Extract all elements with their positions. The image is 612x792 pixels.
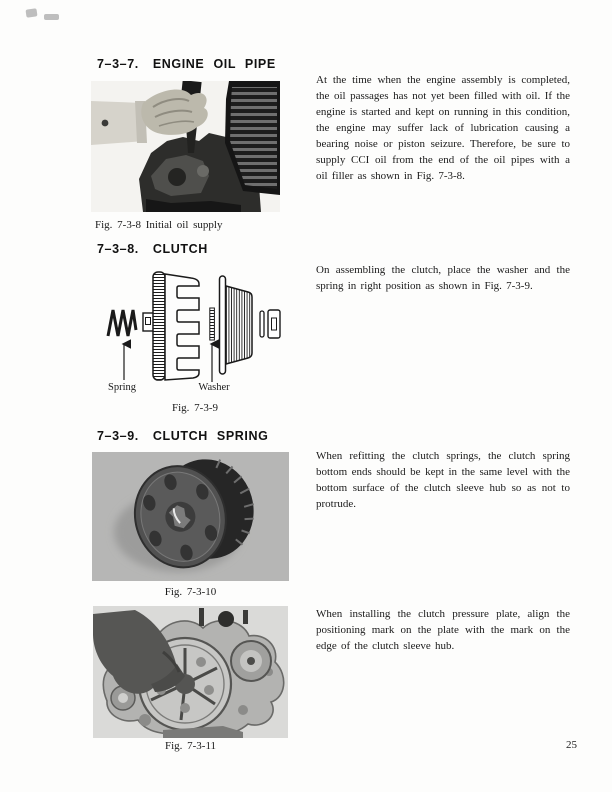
clutch-exploded-diagram xyxy=(95,270,295,392)
section-heading-clutch xyxy=(97,242,208,256)
section-number: 7–3–9. xyxy=(97,429,139,443)
sleeve-hub-part xyxy=(226,286,252,364)
spring-part xyxy=(108,310,136,336)
diagram-label-washer: Washer xyxy=(198,382,230,393)
clutch-assembly-photo xyxy=(92,452,289,581)
diagram-label-spring: Spring xyxy=(107,382,136,393)
page-number: 25 xyxy=(566,739,577,751)
scan-mark xyxy=(25,8,37,17)
figure-caption: Fig. 7-3-9 xyxy=(172,402,218,414)
clutch-housing-body xyxy=(165,274,199,380)
clutch-housing-rim xyxy=(153,272,165,380)
section-number: 7–3–7. xyxy=(97,57,139,71)
figure-caption: Fig. 7-3-11 xyxy=(164,740,217,752)
section-title: CLUTCH xyxy=(152,242,208,256)
paragraph-oil-pipe: At the time when the engine assembly is completed, the oil passages has not yet been filled with oil. If the engine is started and kept on running in this condition, the engine may suffer lack of lubrication causing a bearing noise or piston seizure. Therefore, be sure to supply CCI oil from the end of the oil pipes with a oil filler as shown in Fig. 7-3-8. xyxy=(316,74,570,182)
section-title: ENGINE OIL PIPE xyxy=(152,57,276,71)
washer-part xyxy=(210,308,215,340)
section-heading-engine-oil-pipe xyxy=(97,57,276,71)
figure-caption: Fig. 7-3-10 xyxy=(164,586,217,598)
engine-oil-supply-photo xyxy=(91,81,280,212)
driven-plate-part xyxy=(220,276,226,374)
figure-caption: Fig. 7-3-8 Initial oil supply xyxy=(95,219,223,231)
section-title: CLUTCH SPRING xyxy=(152,429,269,443)
section-number: 7–3–8. xyxy=(97,242,139,256)
crankcase-clutch-photo xyxy=(93,606,288,738)
scan-mark xyxy=(44,14,59,20)
paragraph-clutch: On assembling the clutch, place the washer and the spring in right position as shown in Fig. 7-3-9. xyxy=(316,264,570,292)
paragraph-pressure-plate: When installing the clutch pressure plate, align the positioning mark on the plate with the mark on the edge of the clutch sleeve hub. xyxy=(316,608,570,652)
section-heading-clutch-spring xyxy=(97,429,268,443)
paragraph-clutch-spring: When refitting the clutch springs, the clutch spring bottom ends should be kept in the same level with the bottom surface of the clutch sleeve hub so as not to protrude. xyxy=(316,450,570,510)
